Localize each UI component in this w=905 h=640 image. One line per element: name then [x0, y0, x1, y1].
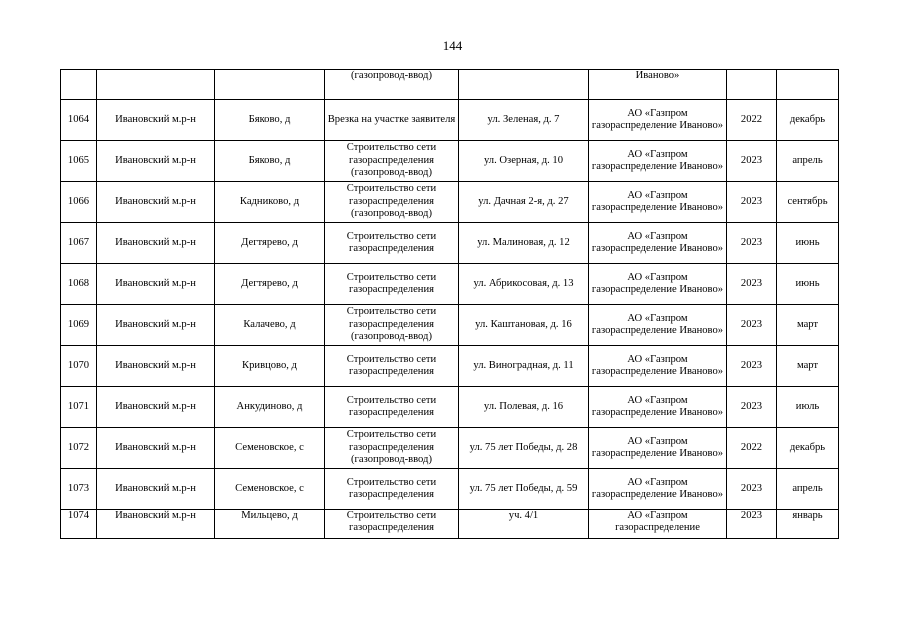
cell-org: АО «Газпром газораспределение Иваново»: [589, 346, 727, 387]
cell-org: Иваново»: [589, 70, 727, 100]
table-row: [61, 182, 839, 223]
cell-org: АО «Газпром газораспределение Иваново»: [589, 141, 727, 182]
cell-work: Строительство сети газораспределения: [325, 264, 459, 305]
cell-district: Ивановский м.р-н: [97, 141, 215, 182]
cell-year: 2023: [727, 264, 777, 305]
cell-num: 1065: [61, 141, 97, 182]
cell-month: декабрь: [777, 428, 839, 469]
cell-address: ул. Полевая, д. 16: [459, 387, 589, 428]
cell-locality: Калачево, д: [215, 305, 325, 346]
cell-work: Строительство сети газораспределения: [325, 510, 459, 539]
table-row-partial: [61, 510, 839, 539]
table-row: [61, 100, 839, 141]
cell-year: 2022: [727, 428, 777, 469]
cell-org: АО «Газпром газораспределение Иваново»: [589, 387, 727, 428]
cell-year: [727, 70, 777, 100]
cell-address: уч. 4/1: [459, 510, 589, 539]
cell-month: сентябрь: [777, 182, 839, 223]
cell-locality: Дегтярево, д: [215, 223, 325, 264]
cell-year: 2023: [727, 223, 777, 264]
cell-month: [777, 70, 839, 100]
cell-locality: Анкудиново, д: [215, 387, 325, 428]
cell-district: [97, 70, 215, 100]
cell-locality: Семеновское, с: [215, 469, 325, 510]
cell-address: ул. Малиновая, д. 12: [459, 223, 589, 264]
cell-org: АО «Газпром газораспределение: [589, 510, 727, 539]
cell-address: ул. Озерная, д. 10: [459, 141, 589, 182]
cell-work: Строительство сети газораспределения: [325, 469, 459, 510]
cell-district: Ивановский м.р-н: [97, 346, 215, 387]
cell-year: 2023: [727, 346, 777, 387]
cell-locality: Семеновское, с: [215, 428, 325, 469]
cell-locality: Мильцево, д: [215, 510, 325, 539]
cell-address: [459, 70, 589, 100]
cell-month: декабрь: [777, 100, 839, 141]
table-row: [61, 346, 839, 387]
cell-address: ул. Абрикосовая, д. 13: [459, 264, 589, 305]
cell-address: ул. 75 лет Победы, д. 28: [459, 428, 589, 469]
cell-num: 1073: [61, 469, 97, 510]
cell-work: Строительство сети газораспределения: [325, 223, 459, 264]
table-row: [61, 469, 839, 510]
cell-year: 2023: [727, 182, 777, 223]
cell-district: Ивановский м.р-н: [97, 264, 215, 305]
cell-month: март: [777, 346, 839, 387]
cell-district: Ивановский м.р-н: [97, 387, 215, 428]
cell-address: ул. Зеленая, д. 7: [459, 100, 589, 141]
cell-address: ул. 75 лет Победы, д. 59: [459, 469, 589, 510]
cell-month: апрель: [777, 141, 839, 182]
cell-org: АО «Газпром газораспределение Иваново»: [589, 305, 727, 346]
table-row: [61, 223, 839, 264]
cell-address: ул. Дачная 2-я, д. 27: [459, 182, 589, 223]
cell-org: АО «Газпром газораспределение Иваново»: [589, 223, 727, 264]
table-row: [61, 305, 839, 346]
cell-num: 1071: [61, 387, 97, 428]
cell-address: ул. Каштановая, д. 16: [459, 305, 589, 346]
cell-locality: Дегтярево, д: [215, 264, 325, 305]
cell-work: Врезка на участке заявителя: [325, 100, 459, 141]
cell-num: 1064: [61, 100, 97, 141]
cell-month: июль: [777, 387, 839, 428]
cell-year: 2023: [727, 469, 777, 510]
cell-org: АО «Газпром газораспределение Иваново»: [589, 428, 727, 469]
cell-work: Строительство сети газораспределения (газопровод-ввод): [325, 141, 459, 182]
cell-year: 2022: [727, 100, 777, 141]
cell-district: Ивановский м.р-н: [97, 510, 215, 539]
cell-org: АО «Газпром газораспределение Иваново»: [589, 264, 727, 305]
cell-work: Строительство сети газораспределения: [325, 346, 459, 387]
cell-district: Ивановский м.р-н: [97, 182, 215, 223]
table-row: [61, 428, 839, 469]
cell-year: 2023: [727, 510, 777, 539]
cell-num: 1068: [61, 264, 97, 305]
cell-num: [61, 70, 97, 100]
cell-num: 1067: [61, 223, 97, 264]
cell-district: Ивановский м.р-н: [97, 305, 215, 346]
cell-org: АО «Газпром газораспределение Иваново»: [589, 100, 727, 141]
cell-district: Ивановский м.р-н: [97, 428, 215, 469]
cell-month: июнь: [777, 264, 839, 305]
cell-org: АО «Газпром газораспределение Иваново»: [589, 469, 727, 510]
cell-locality: Кадниково, д: [215, 182, 325, 223]
cell-work: Строительство сети газораспределения: [325, 387, 459, 428]
cell-district: Ивановский м.р-н: [97, 100, 215, 141]
cell-num: 1066: [61, 182, 97, 223]
cell-num: 1072: [61, 428, 97, 469]
table-row: [61, 264, 839, 305]
cell-work: (газопровод-ввод): [325, 70, 459, 100]
cell-work: Строительство сети газораспределения (газопровод-ввод): [325, 428, 459, 469]
gasification-table: [60, 69, 839, 539]
cell-month: март: [777, 305, 839, 346]
cell-month: июнь: [777, 223, 839, 264]
cell-num: 1074: [61, 510, 97, 539]
cell-year: 2023: [727, 305, 777, 346]
cell-year: 2023: [727, 141, 777, 182]
cell-month: апрель: [777, 469, 839, 510]
continuation-row: [61, 70, 839, 100]
cell-district: Ивановский м.р-н: [97, 223, 215, 264]
cell-num: 1069: [61, 305, 97, 346]
cell-num: 1070: [61, 346, 97, 387]
cell-locality: [215, 70, 325, 100]
cell-work: Строительство сети газораспределения (газопровод-ввод): [325, 182, 459, 223]
table-row: [61, 387, 839, 428]
cell-address: ул. Виноградная, д. 11: [459, 346, 589, 387]
table-row: [61, 141, 839, 182]
cell-month: январь: [777, 510, 839, 539]
cell-locality: Бяково, д: [215, 141, 325, 182]
cell-org: АО «Газпром газораспределение Иваново»: [589, 182, 727, 223]
cell-locality: Кривцово, д: [215, 346, 325, 387]
cell-year: 2023: [727, 387, 777, 428]
page-number: 144: [442, 38, 463, 53]
cell-work: Строительство сети газораспределения (газопровод-ввод): [325, 305, 459, 346]
cell-locality: Бяково, д: [215, 100, 325, 141]
cell-district: Ивановский м.р-н: [97, 469, 215, 510]
